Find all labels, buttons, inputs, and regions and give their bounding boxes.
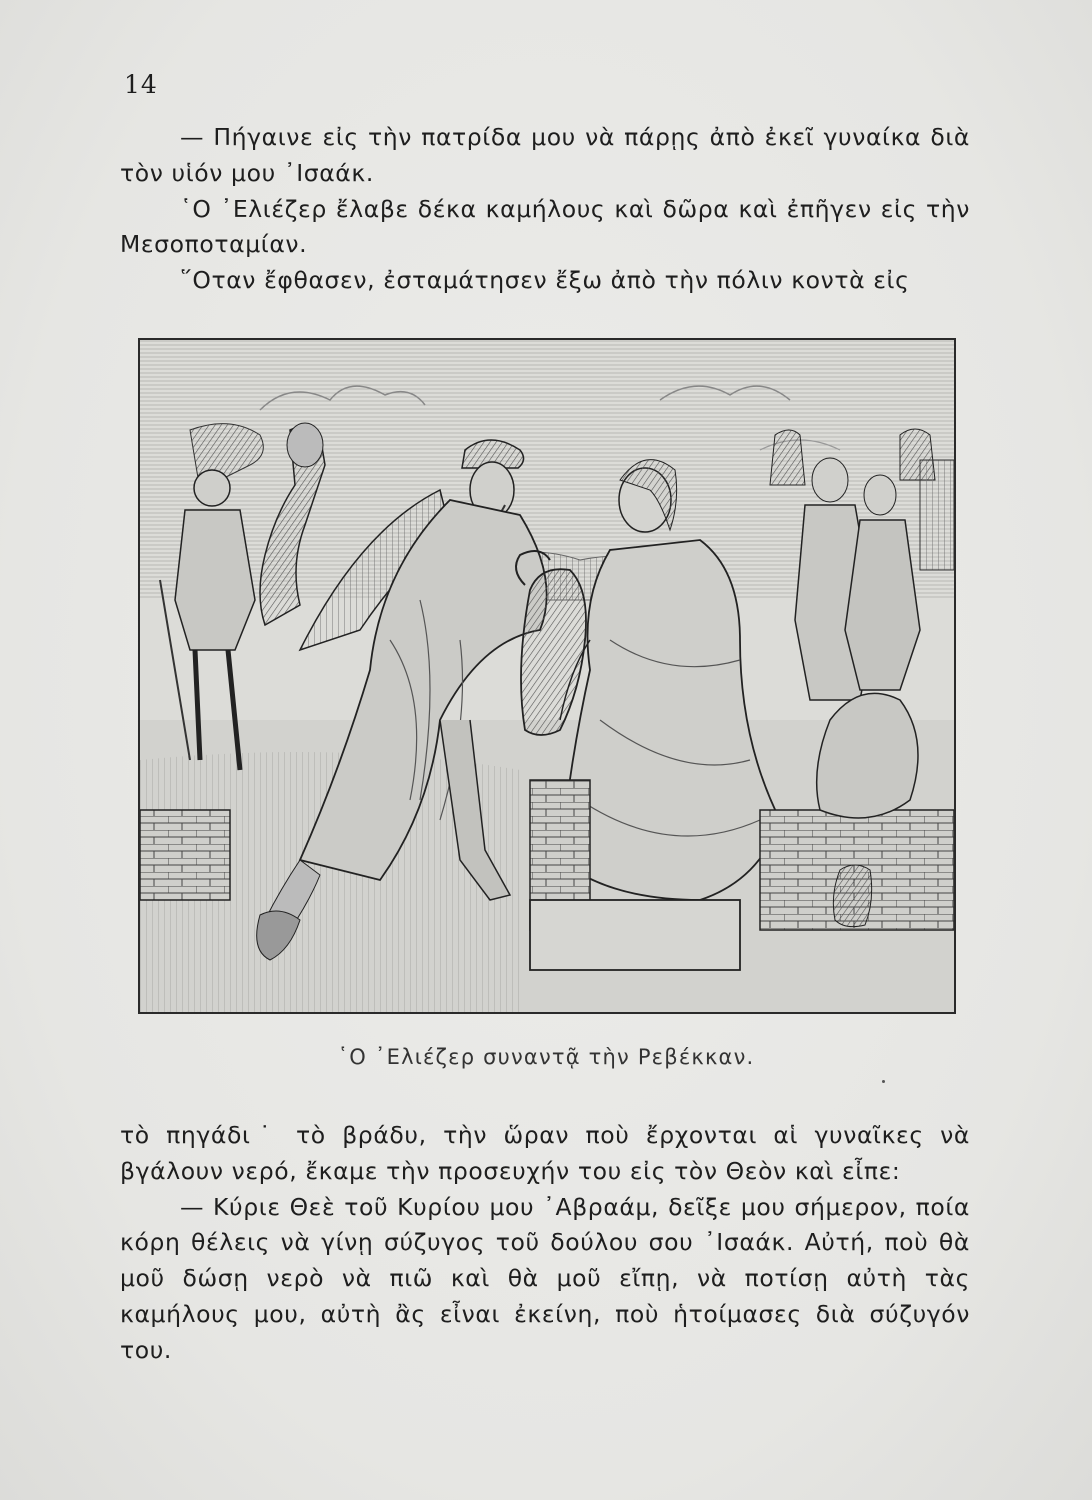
paragraph: ῞Οταν ἔφθασεν, ἐσταμάτησεν ἔξω ἀπὸ τὴν πόλιν κοντὰ εἰς [180, 266, 910, 295]
bottom-text-block [120, 1118, 970, 1369]
paragraph: — Πήγαινε εἰς τὴν πατρίδα μου νὰ πάρῃς ἀπὸ ἐκεῖ γυναίκα διὰ τὸν υἱόν μου ᾿Ισαάκ. [120, 123, 970, 187]
paragraph: — Κύριε Θεὲ τοῦ Κυρίου μου ᾿Αβραάμ, δεῖξε μου σήμερον, ποία κόρη θέλεις νὰ γίνῃ σύζυγος τοῦ δούλου σου ᾿Ισαάκ. Αὐτή, ποὺ θὰ μοῦ δώσῃ νερὸ νὰ πιῶ καὶ θὰ μοῦ εἴπῃ, νὰ ποτίσῃ αὐτὴ τὰς καμήλους μου, αὐτὴ ἂς εἶναι ἐκείνη, ποὺ ἡτοίμασες διὰ σύζυγόν του. [120, 1192, 970, 1364]
paragraph: ῾Ο ᾿Ελιέζερ ἔλαβε δέκα καμήλους καὶ δῶρα καὶ ἐπῆγεν εἰς τὴν Μεσοποταμίαν. [120, 194, 970, 259]
illustration-caption: ῾Ο ᾿Ελιέζερ συναντᾷ τὴν Ρεβέκκαν. [337, 1045, 755, 1069]
paragraph: τὸ πηγάδι˙ τὸ βράδυ, τὴν ὥραν ποὺ ἔρχονται αἱ γυναῖκες νὰ βγάλουν νερό, ἔκαμε τὴν προσευχήν του εἰς τὸν Θεὸν καὶ εἶπε: [120, 1121, 970, 1185]
engraving-illustration [138, 338, 956, 1014]
page-number: 14 [124, 70, 158, 99]
paper-speck [882, 1080, 885, 1083]
top-text-block [120, 120, 970, 299]
